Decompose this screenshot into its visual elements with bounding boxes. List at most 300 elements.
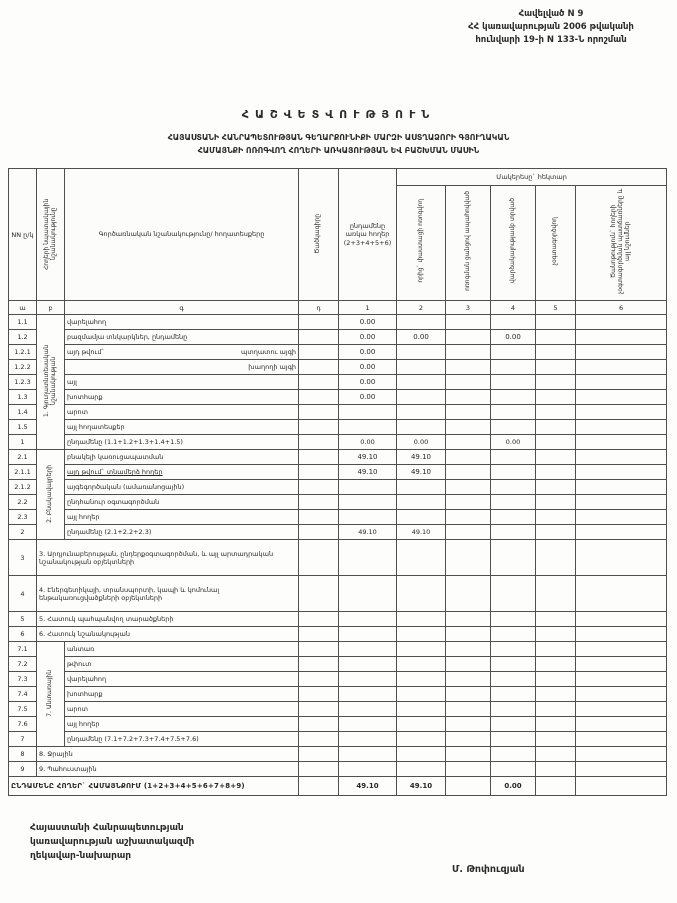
value-cell-col3	[446, 465, 491, 480]
column-header-code: Ծածկագիրը	[299, 169, 339, 301]
value-cell-col1	[339, 702, 397, 717]
table-row	[9, 717, 667, 732]
row-number: 1.3	[9, 390, 37, 405]
row-label: վարելահող	[65, 315, 299, 330]
value-cell-col5	[536, 360, 576, 375]
value-cell-col5	[536, 465, 576, 480]
value-cell-col6	[576, 480, 667, 495]
subtitle-line1: ՀԱՅԱՍՏԱՆԻ ՀԱՆՐԱՊԵՏՈՒԹՅԱՆ ԳԵՂԱՐՔՈՒՆԻՔԻ ՄԱՐԶԻ ԱՍՏՂԱՁՈՐԻ ԳՅՈՒՂԱԿԱՆ	[167, 133, 510, 142]
row-label: բնակելի կառուցապատման	[65, 450, 299, 465]
code-cell	[299, 642, 339, 657]
value-cell-col3	[446, 576, 491, 612]
value-cell-col2: 0.00	[397, 435, 446, 450]
value-cell-col2	[397, 540, 446, 576]
value-cell-col3	[446, 345, 491, 360]
value-cell-col5	[536, 717, 576, 732]
value-cell-col6	[576, 687, 667, 702]
value-cell-col6	[576, 576, 667, 612]
value-cell-col4	[491, 480, 536, 495]
value-cell-col2	[397, 576, 446, 612]
value-cell-col3	[446, 360, 491, 375]
value-cell-col6	[576, 360, 667, 375]
value-cell-col4	[491, 540, 536, 576]
grand-total-label: ԸՆԴԱՄԵՆԸ ՀՈՂԵՐ` ՀԱՄԱՅՆՔՈՒՄ (1+2+3+4+5+6+7+8+9)	[9, 777, 299, 796]
value-cell-col3	[446, 510, 491, 525]
value-cell-col5	[536, 495, 576, 510]
code-cell	[299, 657, 339, 672]
index-cell: ա	[9, 301, 37, 315]
code-cell	[299, 450, 339, 465]
row-label: այդ թվում` տնամերձ հողեր	[65, 465, 299, 480]
row-number: 3	[9, 540, 37, 576]
table-row	[9, 375, 667, 390]
row-label: անտառ	[65, 642, 299, 657]
value-cell-col4	[491, 525, 536, 540]
value-cell-col1	[339, 510, 397, 525]
table-row	[9, 702, 667, 717]
issuer-line1: Հայաստանի Հանրապետության	[30, 823, 184, 833]
code-cell	[299, 627, 339, 642]
row-label: այդ թվում` պտղատու այգի	[65, 345, 299, 360]
value-cell-col4	[491, 642, 536, 657]
table-row	[9, 687, 667, 702]
issuer-line2: կառավարության աշխատակազմի	[30, 836, 195, 847]
value-cell-col6	[576, 390, 667, 405]
code-cell	[299, 315, 339, 330]
value-cell-col4	[491, 672, 536, 687]
value-cell-col1: 49.10	[339, 777, 397, 796]
value-cell-col3	[446, 702, 491, 717]
value-cell-col3	[446, 747, 491, 762]
value-cell-col5	[536, 732, 576, 747]
value-cell-col3	[446, 762, 491, 777]
value-cell-col5	[536, 510, 576, 525]
code-cell	[299, 540, 339, 576]
table-row	[9, 360, 667, 375]
issuer-line3: ղեկավար-նախարար	[30, 850, 132, 861]
code-cell	[299, 405, 339, 420]
value-cell-col3	[446, 420, 491, 435]
value-cell-col6	[576, 702, 667, 717]
code-cell	[299, 747, 339, 762]
value-cell-col1	[339, 405, 397, 420]
value-cell-col5	[536, 627, 576, 642]
value-cell-col2	[397, 732, 446, 747]
value-cell-col2: 49.10	[397, 465, 446, 480]
code-cell	[299, 375, 339, 390]
value-cell-col6	[576, 717, 667, 732]
report-table	[8, 168, 667, 796]
value-cell-col5	[536, 390, 576, 405]
value-cell-col6	[576, 612, 667, 627]
row-number: 7.1	[9, 642, 37, 657]
value-cell-col2: 49.10	[397, 777, 446, 796]
value-cell-col2	[397, 420, 446, 435]
table-row	[9, 762, 667, 777]
value-cell-col4	[491, 612, 536, 627]
value-cell-col6	[576, 732, 667, 747]
signature-name: Մ. Թոփուզյան	[452, 864, 525, 875]
value-cell-col3	[446, 405, 491, 420]
value-cell-col1	[339, 540, 397, 576]
row-number: 1.2.3	[9, 375, 37, 390]
row-label: 8. Ջրային	[37, 747, 299, 762]
index-cell: 3	[446, 301, 491, 315]
value-cell-col1: 0.00	[339, 375, 397, 390]
row-label: 4. Էներգետիկայի, տրանսպորտի, կապի և կոմունալ ենթակառուցվածքների օբյեկտների	[37, 576, 299, 612]
row-label: ընդամենը (2.1+2.2+2.3)	[65, 525, 299, 540]
code-cell	[299, 420, 339, 435]
value-cell-col6	[576, 540, 667, 576]
table-row	[9, 657, 667, 672]
value-cell-col2	[397, 360, 446, 375]
value-cell-col5	[536, 345, 576, 360]
code-cell	[299, 435, 339, 450]
table-row	[9, 450, 667, 465]
value-cell-col2: 49.10	[397, 525, 446, 540]
column-header-leased: վարձակալությամբ տրված	[491, 186, 536, 301]
value-cell-col1: 0.00	[339, 330, 397, 345]
value-cell-col4	[491, 717, 536, 732]
row-label: արոտ	[65, 405, 299, 420]
row-number: 5	[9, 612, 37, 627]
value-cell-col6	[576, 510, 667, 525]
value-cell-col5	[536, 672, 576, 687]
row-label: այլ հողեր	[65, 717, 299, 732]
index-cell: 1	[339, 301, 397, 315]
column-header-irrigated: որից` փաստացի ոռոգվող	[397, 186, 446, 301]
value-cell-col4	[491, 390, 536, 405]
row-number: 6	[9, 627, 37, 642]
value-cell-col6	[576, 747, 667, 762]
row-number: 1.2.2	[9, 360, 37, 375]
table-row	[9, 390, 667, 405]
table-row	[9, 627, 667, 642]
value-cell-col5	[536, 375, 576, 390]
value-cell-col4	[491, 576, 536, 612]
code-cell	[299, 465, 339, 480]
value-cell-col2	[397, 315, 446, 330]
value-cell-col4: 0.00	[491, 435, 536, 450]
value-cell-col5	[536, 435, 576, 450]
value-cell-col6	[576, 642, 667, 657]
code-cell	[299, 702, 339, 717]
row-label: 3. Արդյունաբերության, ընդերքօգտագործման, և այլ արտադրական նշանակության օբյեկտների	[37, 540, 299, 576]
value-cell-col6	[576, 762, 667, 777]
subtotal-row	[9, 732, 667, 747]
value-cell-col3	[446, 330, 491, 345]
code-cell	[299, 480, 339, 495]
row-number: 7	[9, 732, 37, 747]
row-number: 1	[9, 435, 37, 450]
column-header-total: ընդամենը առկա հողեր (2+3+4+5+6)	[339, 169, 397, 301]
category-group-label: 7. Անտառային	[37, 642, 65, 747]
row-label: խոտհարք	[65, 390, 299, 405]
value-cell-col2	[397, 627, 446, 642]
value-cell-col5	[536, 777, 576, 796]
value-cell-col4	[491, 420, 536, 435]
value-cell-col3	[446, 540, 491, 576]
row-label: խոտհարք	[65, 687, 299, 702]
code-cell	[299, 687, 339, 702]
value-cell-col1: 0.00	[339, 345, 397, 360]
value-cell-col2	[397, 717, 446, 732]
value-cell-col1	[339, 480, 397, 495]
value-cell-col6	[576, 420, 667, 435]
value-cell-col6	[576, 315, 667, 330]
subtitle-line2: ՀԱՄԱՅՆՔԻ ՈՌՈԳՎՈՂ ՀՈՂԵՐԻ ԱՌԿԱՅՈՒԹՅԱՆ ԵՎ ԲԱՇԽՄԱՆ ՄԱՍԻՆ	[197, 146, 480, 155]
column-header-note: Ծանոթություն` հողերի չօգտագործման պատճառները և այլ նշումներ	[576, 186, 667, 301]
value-cell-col5	[536, 525, 576, 540]
value-cell-col2	[397, 747, 446, 762]
value-cell-col2	[397, 687, 446, 702]
value-cell-col4	[491, 375, 536, 390]
row-number: 7.4	[9, 687, 37, 702]
code-cell	[299, 717, 339, 732]
row-number: 7.2	[9, 657, 37, 672]
row-label: արոտ	[65, 702, 299, 717]
row-number: 1.2	[9, 330, 37, 345]
value-cell-col2	[397, 702, 446, 717]
value-cell-col5	[536, 450, 576, 465]
value-cell-col1	[339, 495, 397, 510]
value-cell-col3	[446, 717, 491, 732]
column-header-purpose: Հողերի նպատակային նշանակությունը	[37, 169, 65, 301]
row-number: 2.1.1	[9, 465, 37, 480]
index-cell: 4	[491, 301, 536, 315]
value-cell-col2	[397, 405, 446, 420]
value-cell-col6	[576, 777, 667, 796]
value-cell-col1	[339, 687, 397, 702]
value-cell-col3	[446, 612, 491, 627]
value-cell-col5	[536, 540, 576, 576]
value-cell-col2	[397, 642, 446, 657]
code-cell	[299, 345, 339, 360]
value-cell-col5	[536, 315, 576, 330]
value-cell-col5	[536, 330, 576, 345]
column-header-unused: չօգտագործվող	[536, 186, 576, 301]
value-cell-col4	[491, 450, 536, 465]
row-label: ընդամենը (7.1+7.2+7.3+7.4+7.5+7.6)	[65, 732, 299, 747]
value-cell-col4	[491, 762, 536, 777]
value-cell-col4	[491, 687, 536, 702]
value-cell-col4	[491, 657, 536, 672]
value-cell-col1: 0.00	[339, 390, 397, 405]
value-cell-col6	[576, 375, 667, 390]
value-cell-col4	[491, 405, 536, 420]
index-cell: 5	[536, 301, 576, 315]
value-cell-col1	[339, 672, 397, 687]
row-label: այլ հողեր	[65, 510, 299, 525]
value-cell-col1: 0.00	[339, 435, 397, 450]
appendix-note	[433, 8, 669, 46]
value-cell-col2	[397, 375, 446, 390]
value-cell-col4: 0.00	[491, 330, 536, 345]
value-cell-col6	[576, 657, 667, 672]
row-number: 1.4	[9, 405, 37, 420]
value-cell-col4	[491, 732, 536, 747]
code-cell	[299, 525, 339, 540]
value-cell-col6	[576, 672, 667, 687]
appendix-line1: Հավելված N 9	[518, 9, 584, 19]
table-row	[9, 495, 667, 510]
code-cell	[299, 612, 339, 627]
table-row	[9, 345, 667, 360]
code-cell	[299, 576, 339, 612]
row-label: ընդամենը (1.1+1.2+1.3+1.4+1.5)	[65, 435, 299, 450]
appendix-line2: ՀՀ կառավարության 2006 թվականի	[468, 21, 634, 32]
table-row	[9, 540, 667, 576]
value-cell-col5	[536, 747, 576, 762]
value-cell-col3	[446, 732, 491, 747]
value-cell-col2	[397, 672, 446, 687]
value-cell-col6	[576, 330, 667, 345]
row-number: 7.3	[9, 672, 37, 687]
code-cell	[299, 390, 339, 405]
table-row	[9, 510, 667, 525]
value-cell-col5	[536, 657, 576, 672]
value-cell-col1: 0.00	[339, 360, 397, 375]
value-cell-col6	[576, 405, 667, 420]
table-row	[9, 315, 667, 330]
table-row	[9, 642, 667, 657]
value-cell-col2: 49.10	[397, 450, 446, 465]
row-label: ընդհանուր օգտագործման	[65, 495, 299, 510]
code-cell	[299, 510, 339, 525]
value-cell-col5	[536, 576, 576, 612]
value-cell-col5	[536, 642, 576, 657]
grand-total-row	[9, 777, 667, 796]
value-cell-col1: 49.10	[339, 465, 397, 480]
value-cell-col4	[491, 702, 536, 717]
value-cell-col6	[576, 495, 667, 510]
report-table-container	[8, 168, 668, 796]
value-cell-col4	[491, 747, 536, 762]
value-cell-col5	[536, 480, 576, 495]
value-cell-col3	[446, 435, 491, 450]
column-header-network: ոռոգման ցանցով ապահովված	[446, 186, 491, 301]
value-cell-col4	[491, 510, 536, 525]
value-cell-col3	[446, 672, 491, 687]
row-label: թփուտ	[65, 657, 299, 672]
index-cell: 2	[397, 301, 446, 315]
table-row	[9, 330, 667, 345]
table-row	[9, 672, 667, 687]
value-cell-col6	[576, 345, 667, 360]
column-header-nn: NN ը/կ	[9, 169, 37, 301]
value-cell-col3	[446, 495, 491, 510]
table-row	[9, 420, 667, 435]
value-cell-col4	[491, 627, 536, 642]
row-label: այգեգործական (ամառանոցային)	[65, 480, 299, 495]
code-cell	[299, 330, 339, 345]
row-number: 4	[9, 576, 37, 612]
code-cell	[299, 360, 339, 375]
table-row	[9, 576, 667, 612]
row-number: 9	[9, 762, 37, 777]
row-number: 8	[9, 747, 37, 762]
report-table-body	[9, 315, 667, 796]
value-cell-col3	[446, 315, 491, 330]
header-row-index	[9, 301, 667, 315]
value-cell-col3	[446, 777, 491, 796]
row-number: 7.6	[9, 717, 37, 732]
value-cell-col1	[339, 732, 397, 747]
subtotal-row	[9, 525, 667, 540]
value-cell-col1	[339, 762, 397, 777]
code-cell	[299, 777, 339, 796]
code-cell	[299, 672, 339, 687]
value-cell-col1	[339, 642, 397, 657]
value-cell-col5	[536, 687, 576, 702]
value-cell-col6	[576, 435, 667, 450]
value-cell-col4: 0.00	[491, 777, 536, 796]
value-cell-col4	[491, 495, 536, 510]
index-cell: գ	[65, 301, 299, 315]
value-cell-col3	[446, 687, 491, 702]
row-label: խաղողի այգի	[65, 360, 299, 375]
value-cell-col1	[339, 717, 397, 732]
value-cell-col3	[446, 480, 491, 495]
category-group-label: 1. Գյուղատնտեսական նշանակության	[37, 315, 65, 450]
row-number: 2	[9, 525, 37, 540]
row-label: բազմամյա տնկարկներ, ընդամենը	[65, 330, 299, 345]
table-row	[9, 612, 667, 627]
appendix-line3: հունվարի 19-ի N 133-Ն որոշման	[475, 34, 627, 45]
value-cell-col5	[536, 612, 576, 627]
value-cell-col2	[397, 345, 446, 360]
row-number: 1.5	[9, 420, 37, 435]
value-cell-col1	[339, 420, 397, 435]
value-cell-col4	[491, 360, 536, 375]
value-cell-col1	[339, 612, 397, 627]
row-number: 2.1.2	[9, 480, 37, 495]
value-cell-col2	[397, 495, 446, 510]
code-cell	[299, 495, 339, 510]
category-group-label: 2. Բնակավայրերի	[37, 450, 65, 540]
row-label: այլ	[65, 375, 299, 390]
column-header-area-span: Մակերեսը` հեկտար	[397, 169, 667, 186]
row-number: 2.3	[9, 510, 37, 525]
row-label: այլ հողատեսքեր	[65, 420, 299, 435]
code-cell	[299, 762, 339, 777]
value-cell-col6	[576, 525, 667, 540]
row-number: 7.5	[9, 702, 37, 717]
column-header-description: Գործառնական նշանակությունը/ հողատեսքերը	[65, 169, 299, 301]
value-cell-col3	[446, 657, 491, 672]
value-cell-col6	[576, 627, 667, 642]
header-row-top	[9, 169, 667, 186]
row-label: 9. Պահուստային	[37, 762, 299, 777]
value-cell-col1	[339, 657, 397, 672]
index-cell: բ	[37, 301, 65, 315]
table-row	[9, 465, 667, 480]
value-cell-col3	[446, 627, 491, 642]
value-cell-col2	[397, 390, 446, 405]
value-cell-col1: 49.10	[339, 450, 397, 465]
value-cell-col1	[339, 627, 397, 642]
value-cell-col2: 0.00	[397, 330, 446, 345]
value-cell-col5	[536, 405, 576, 420]
row-number: 1.2.1	[9, 345, 37, 360]
issuer-block	[30, 822, 194, 864]
value-cell-col2	[397, 762, 446, 777]
table-row	[9, 747, 667, 762]
page-title: ՀԱՇՎԵՏՎՈՒԹՅՈՒՆ	[241, 108, 436, 121]
value-cell-col2	[397, 612, 446, 627]
value-cell-col4	[491, 345, 536, 360]
value-cell-col5	[536, 420, 576, 435]
